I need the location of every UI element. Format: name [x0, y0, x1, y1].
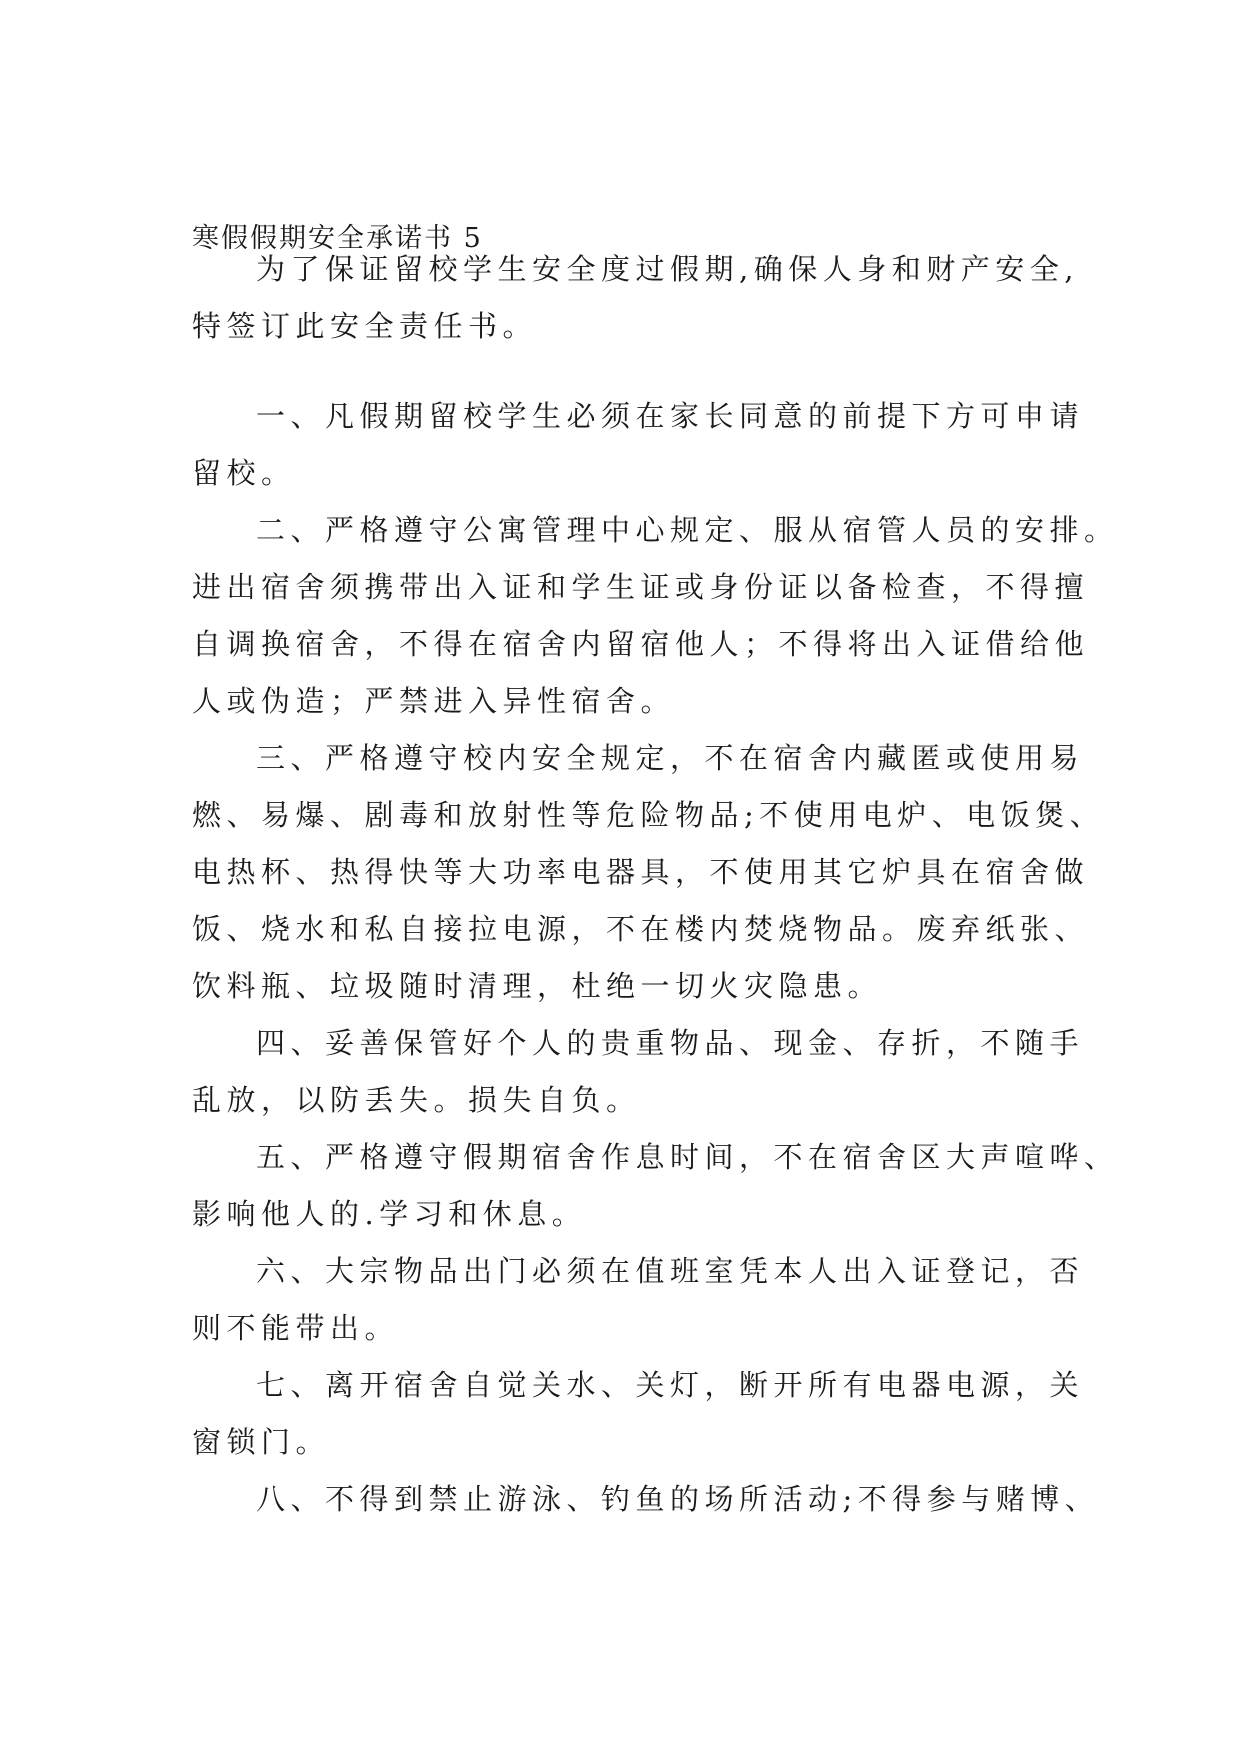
paragraph-line: 六、大宗物品出门必须在值班室凭本人出入证登记，否 [256, 1254, 1085, 1288]
paragraph-line: 饮料瓶、垃圾随时清理，杜绝一切火灾隐患。 [192, 969, 883, 1003]
paragraph-line: 乱放，以防丢失。损失自负。 [192, 1083, 641, 1117]
paragraph-line: 二、严格遵守公寓管理中心规定、服从宿管人员的安排。 [256, 513, 1119, 547]
paragraph-line: 四、妥善保管好个人的贵重物品、现金、存折，不随手 [256, 1026, 1085, 1060]
document-title: 寒假假期安全承诺书 5 [192, 223, 483, 254]
paragraph-line: 一、凡假期留校学生必须在家长同意的前提下方可申请 [256, 399, 1085, 433]
paragraph-line: 自调换宿舍，不得在宿舍内留宿他人；不得将出入证借给他 [192, 627, 1090, 661]
paragraph-line: 为了保证留校学生安全度过假期,确保人身和财产安全, [256, 252, 1079, 286]
paragraph-line: 影响他人的.学习和休息。 [192, 1197, 587, 1231]
paragraph-line: 留校。 [192, 456, 296, 490]
paragraph-line: 三、严格遵守校内安全规定，不在宿舍内藏匿或使用易 [256, 741, 1085, 775]
paragraph-line: 进出宿舍须携带出入证和学生证或身份证以备检查，不得擅 [192, 570, 1090, 604]
paragraph-line: 人或伪造；严禁进入异性宿舍。 [192, 684, 676, 718]
paragraph-line: 饭、烧水和私自接拉电源，不在楼内焚烧物品。废弃纸张、 [192, 912, 1090, 946]
paragraph-line: 窗锁门。 [192, 1425, 331, 1459]
paragraph-line: 五、严格遵守假期宿舍作息时间，不在宿舍区大声喧哗、 [256, 1140, 1119, 1174]
paragraph-line: 则不能带出。 [192, 1311, 400, 1345]
paragraph-line: 七、离开宿舍自觉关水、关灯，断开所有电器电源，关 [256, 1368, 1085, 1402]
paragraph-line: 特签订此安全责任书。 [192, 309, 538, 343]
paragraph-line: 电热杯、热得快等大功率电器具，不使用其它炉具在宿舍做 [192, 855, 1090, 889]
paragraph-line: 八、不得到禁止游泳、钓鱼的场所活动;不得参与赌博、 [256, 1482, 1100, 1516]
paragraph-line: 燃、易爆、剧毒和放射性等危险物品;不使用电炉、电饭煲、 [192, 798, 1105, 832]
